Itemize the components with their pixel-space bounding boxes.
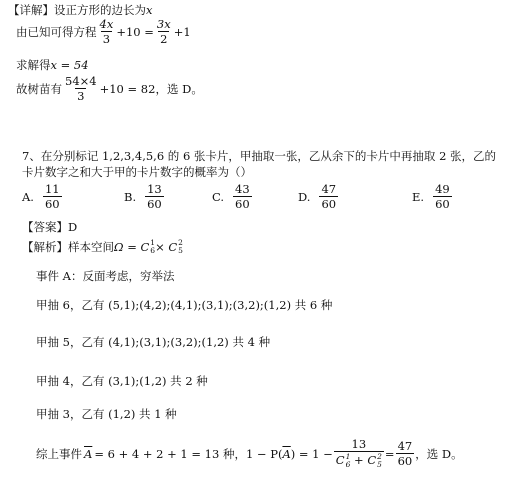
trees-line: 故树苗有 $\frac{54\times 4}{3}$ +10 = 82，选 D。 [16,74,203,104]
fraction-4x-3: $\frac{4x}{3}$ [99,17,114,47]
case-5-line: 甲抽 5，乙有 (4,1);(3,1);(3,2);(1,2) 共 4 种 [36,335,271,349]
case-6-line: 甲抽 6，乙有 (5,1);(4,2);(4,1);(3,1);(3,2);(1,2) 共 6 种 [36,298,333,312]
case-3-line: 甲抽 3，乙有 (1,2) 共 1 种 [36,407,177,421]
solve-line: 求解得 x = 54 [16,58,89,72]
summary-line: 综上事件 $\overline{A}$ = 6 + 4 + 2 + 1 = 13 种，1 − P( $\overline{A}$ ) = 1 − 13 C 1 6 + C 2 5 = $\frac{47}{60}$ ，选 D。 [36,437,463,470]
question-line-1: 7、在分别标记 1,2,3,4,5,6 的 6 张卡片，甲抽取一张，乙从余下的卡片中再抽取 2 张，乙的 [22,149,497,163]
fraction-13-over-c: 13 C 1 6 + C 2 5 [335,437,382,470]
option-a: A. $\frac{11}{60}$ [22,182,60,212]
fraction-54x4-3: $\frac{54\times 4}{3}$ [65,74,97,104]
analysis-line: 【解析】样本空间 Ω = C 1 6 × C 2 5 [22,238,183,255]
event-line: 事件 A：反面考虑，穷举法 [36,269,175,283]
question-line-2: 卡片数字之和大于甲的卡片数字的概率为（） [22,165,252,179]
option-d: D. $\frac{47}{60}$ [298,182,337,212]
option-e: E. $\frac{49}{60}$ [412,182,450,212]
equation-line: 由已知可得方程 $\frac{4x}{3}$ +10 = $\frac{3x}{2}$ +1 [16,17,191,47]
option-c: C. $\frac{43}{60}$ [212,182,250,212]
fraction-3x-2: $\frac{3x}{2}$ [156,17,171,47]
case-4-line: 甲抽 4，乙有 (3,1);(1,2) 共 2 种 [36,374,208,388]
fraction-47-60: $\frac{47}{60}$ [397,438,413,469]
answer-line: 【答案】D [22,220,78,234]
detail-line-1: 【详解】设正方形的边长为 x [8,3,153,17]
option-b: B. $\frac{13}{60}$ [124,182,162,212]
